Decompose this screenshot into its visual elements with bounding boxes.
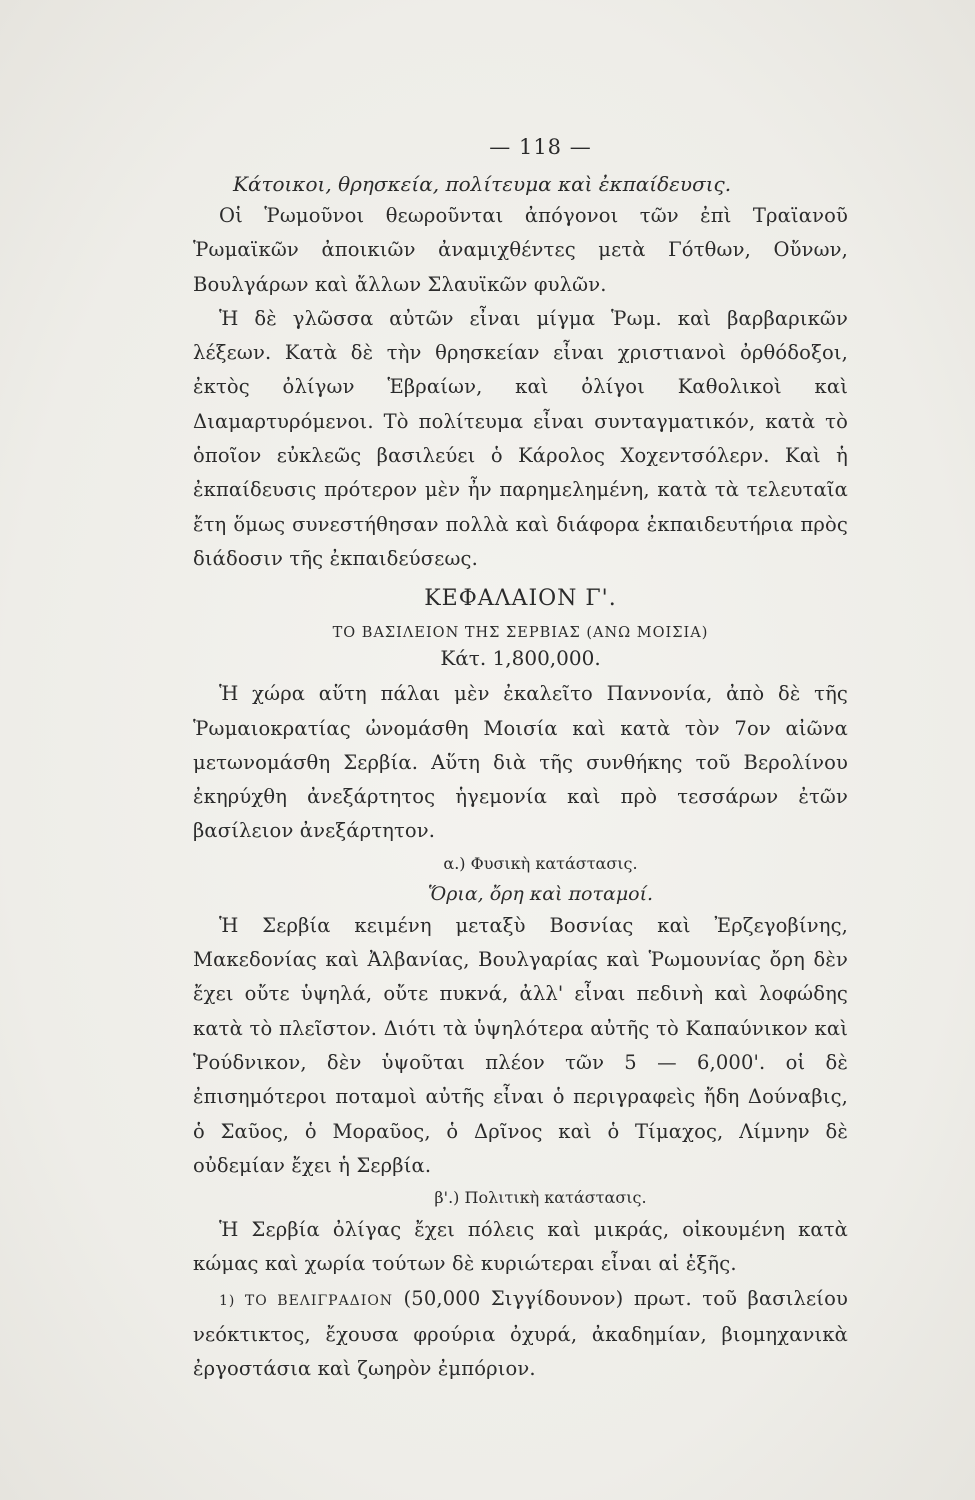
belgrade-description: (50,000 Σιγγίδουνον) πρωτ. τοῦ βασιλείου νεόκτικτος, ἔχουσα φρούρια ὀχυρά, ἀκαδημίαν, βιομηχανικὰ ἐργοστάσια καὶ ζωηρὸν ἐμπόριον. <box>193 1286 848 1381</box>
paragraph-history: Ἡ χώρα αὕτη πάλαι μὲν ἐκαλεῖτο Παννονία, ἀπὸ δὲ τῆς Ῥωμαιοκρατίας ὠνομάσθη Μοισία καὶ κατὰ τὸν 7ον αἰῶνα μετωνομάσθη Σερβία. Αὕτη διὰ τῆς συνθήκης τοῦ Βερολίνου ἐκηρύχθη ἀνεξάρτητος ἡγεμονία καὶ πρὸ τεσσάρων ἐτῶν βασίλειον ἀνεξάρτητον. <box>193 682 848 843</box>
section-physical: α.) Φυσικὴ κατάστασις. <box>443 853 638 873</box>
subheading-inhabitants: Κάτοικοι, θρησκεία, πολίτευμα καὶ ἐκπαίδευσις. <box>233 172 732 196</box>
paragraph-belgrade <box>193 1282 848 1387</box>
paragraph-language-religion: Ἡ δὲ γλῶσσα αὐτῶν εἶναι μίγμα Ῥωμ. καὶ βαρβαρικῶν λέξεων. Κατὰ δὲ τὴν θρησκείαν εἶναι χριστιανοὶ ὀρθόδοξοι, ἐκτὸς ὀλίγων Ἑβραίων, καὶ ὀλίγοι Καθολικοὶ καὶ Διαμαρτυρόμενοι. Τὸ πολίτευμα εἶναι συνταγματικόν, κατὰ τὸ ὁποῖον εὐκλεῶς βασιλεύει ὁ Κάρολος Χοχεντσόλερν. Καὶ ἡ ἐκπαίδευσις πρότερον μὲν ἦν παρημελημένη, κατὰ τὰ τελευταῖα ἔτη ὅμως συνεστήθησαν πολλὰ καὶ διάφορα ἐκπαιδευτήρια πρὸς διάδοσιν τῆς ἐκπαιδεύσεως. <box>193 306 848 570</box>
belgrade-label: 1) ΤΟ ΒΕΛΙΓΡΑΔΙΟΝ <box>219 1292 394 1309</box>
kingdom-title: ΤΟ ΒΑΣΙΛΕΙΟΝ ΤΗΣ ΣΕΡΒΙΑΣ (ΑΝΩ ΜΟΙΣΙΑ) <box>332 625 709 642</box>
subsection-borders: Ὅρια, ὄρη καὶ ποταμοί. <box>427 882 654 905</box>
paragraph-geography: Ἡ Σερβία κειμένη μεταξὺ Βοσνίας καὶ Ἐρζεγοβίνης, Μακεδονίας καὶ Ἀλβανίας, Βουλγαρίας καὶ Ῥωμουνίας ὄρη δὲν ἔχει οὔτε ὑψηλά, οὔτε πυκνά, ἀλλ' εἶναι πεδινὴ καὶ λοφώδης κατὰ τὸ πλεῖστον. Διότι τὰ ὑψηλότερα αὐτῆς τὸ Καπαύνικον καὶ Ῥούδνικον, δὲν ὑψοῦται πλέον τῶν 5 — 6,000'. οἱ δὲ ἐπισημότεροι ποταμοὶ αὐτῆς εἶναι ὁ περιγραφεὶς ἤδη Δούναβις, ὁ Σαῦος, ὁ Μοραῦος, ὁ Δρῖνος καὶ ὁ Τίμαχος, Λίμνην δὲ οὐδεμίαν ἔχει ἡ Σερβία. <box>193 913 848 1177</box>
text-block <box>193 135 848 1387</box>
paragraph-origins: Οἱ Ῥωμοῦνοι θεωροῦνται ἀπόγονοι τῶν ἐπὶ Τραϊανοῦ Ῥωμαϊκῶν ἀποικιῶν ἀναμιχθέντες μετὰ Γότθων, Οὔνων, Βουλγάρων καὶ ἄλλων Σλαυϊκῶν φυλῶν. <box>193 204 848 296</box>
population: Κάτ. 1,800,000. <box>440 646 601 671</box>
section-political: β'.) Πολιτικὴ κατάστασις. <box>434 1188 647 1208</box>
chapter-title: ΚΕΦΑΛΑΙΟΝ Γ'. <box>424 586 617 612</box>
paragraph-cities: Ἡ Σερβία ὀλίγας ἔχει πόλεις καὶ μικράς, οἰκουμένη κατὰ κώμας καὶ χωρία τούτων δὲ κυριώτεραι εἶναι αἱ ἑξῆς. <box>193 1218 848 1276</box>
page-number: — 118 — <box>489 135 592 159</box>
